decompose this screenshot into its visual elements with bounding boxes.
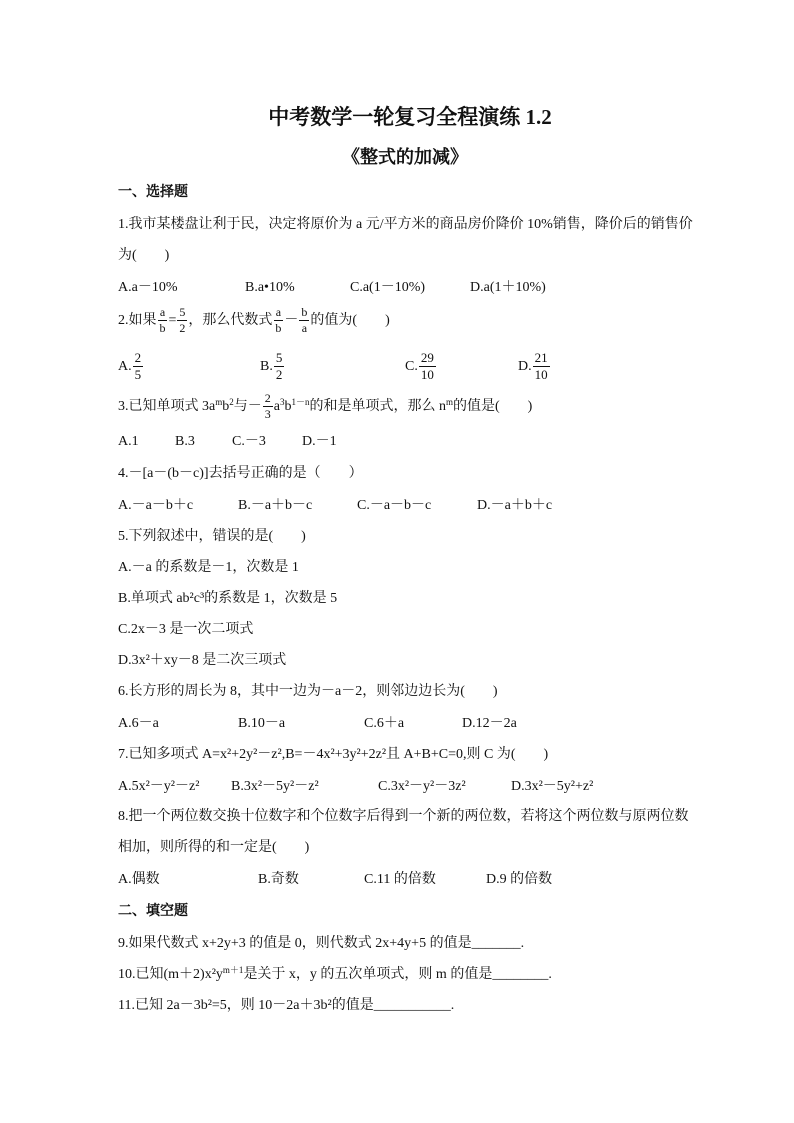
question-5-stem [118, 522, 698, 552]
denominator: b [159, 321, 166, 336]
equals-sign: = [168, 313, 177, 328]
option-a: A.5x²－y²－z² [118, 779, 200, 794]
minus-sign: － [284, 313, 299, 328]
fraction [533, 351, 550, 382]
question-2-stem [118, 301, 698, 341]
option-d: D.3x²－5y²+z² [511, 779, 594, 794]
stem-text: 的值为( ) [310, 313, 390, 328]
option-a: A.－a－b＋c [118, 498, 194, 513]
option-b: B.a•10% [245, 280, 295, 295]
option-label: C. [405, 359, 418, 374]
fraction [299, 306, 309, 335]
denominator: b [275, 321, 282, 336]
option-a: A.6－a [118, 716, 159, 731]
option-c [405, 347, 437, 387]
stem-text: 的和是单项式，那么 n [309, 399, 446, 414]
question-11-stem [118, 991, 698, 1021]
denominator: 2 [275, 367, 283, 383]
option-a: A.偶数 [118, 872, 160, 887]
numerator: a [159, 305, 166, 320]
question-4-stem [118, 459, 698, 489]
option-c: C.6＋a [364, 716, 405, 731]
section-heading-fill: 二、填空题 [118, 904, 188, 919]
option-d: D.a(1＋10%) [470, 280, 546, 295]
question-5-option-d: D.3x²＋xy－8 是二次三项式 [118, 653, 287, 668]
stem-text: 3.已知单项式 3a [118, 399, 216, 414]
denominator: 10 [420, 367, 434, 383]
stem-text: 2.如果 [118, 313, 157, 328]
option-label: B. [260, 359, 273, 374]
fraction [419, 351, 436, 382]
question-8-stem [118, 802, 698, 863]
fraction [274, 351, 285, 382]
question-7-stem [118, 740, 698, 770]
question-3-stem [118, 387, 698, 427]
stem-text: ，那么代数式 [188, 313, 273, 328]
page-subtitle: 《整式的加减》 [342, 147, 468, 167]
option-a: A.1 [118, 434, 139, 449]
numerator: 2 [264, 391, 271, 406]
stem-text: 8.把一个两位数交换十位数字和个位数字后得到一个新的两位数，若将这个两位数与原两位数相加，则所得的和一定是( ) [118, 809, 689, 855]
exponent: m＋1 [222, 965, 244, 975]
option-b: B.10－a [238, 716, 286, 731]
fraction [133, 351, 144, 382]
option-c: C.3x²－y²－3z² [378, 779, 466, 794]
page-title: 中考数学一轮复习全程演练 1.2 [268, 105, 552, 129]
question-9-stem [118, 929, 698, 959]
option-d: D.9 的倍数 [486, 872, 553, 887]
question-5-option-b: B.单项式 ab²c³的系数是 1，次数是 5 [118, 591, 338, 606]
question-10-stem [118, 960, 698, 990]
fraction [158, 306, 168, 335]
question-8-options [118, 865, 698, 895]
numerator: b [301, 305, 308, 320]
option-b: B.－a＋b－c [238, 498, 313, 513]
stem-text: 11.已知 2a－3b²=5，则 10－2a＋3b²的值是___________. [118, 998, 455, 1013]
option-b: B.3 [175, 434, 195, 449]
stem-text: 是关于 x，y 的五次单项式，则 m 的值是________. [243, 967, 552, 982]
exponent: m [445, 397, 453, 407]
fraction [273, 306, 283, 335]
option-c: C.11 的倍数 [364, 872, 436, 887]
exponent: m [215, 397, 223, 407]
option-a: A.a－10% [118, 280, 178, 295]
question-4-options [118, 491, 698, 521]
denominator: 5 [134, 367, 142, 383]
option-b [260, 347, 285, 387]
exponent: 1－n [291, 397, 310, 407]
stem-text: b [284, 399, 292, 414]
stem-text: 与－ [233, 399, 262, 414]
fraction [263, 392, 273, 421]
exponent: 2 [229, 397, 234, 407]
option-c: C.－a－b－c [357, 498, 432, 513]
stem-text: 7.已知多项式 A=x²+2y²－z²,B=－4x²+3y²+2z²且 A+B+C=0,则 C 为( ) [118, 747, 549, 762]
stem-text: 的值是( ) [452, 399, 533, 414]
denominator: 10 [534, 367, 548, 383]
numerator: 21 [534, 350, 548, 366]
fraction [177, 306, 187, 335]
question-7-options [118, 772, 698, 802]
option-d: D.－a＋b＋c [477, 498, 553, 513]
denominator: 2 [179, 321, 186, 336]
option-d [518, 347, 551, 387]
exponent: 3 [279, 397, 285, 407]
option-label: A. [118, 359, 132, 374]
question-1-options [118, 273, 698, 303]
option-d: D.－1 [302, 434, 337, 449]
numerator: 29 [420, 350, 434, 366]
stem-text: 9.如果代数式 x+2y+3 的值是 0，则代数式 2x+4y+5 的值是_______. [118, 936, 525, 951]
question-6-stem [118, 677, 698, 707]
stem-text: b [222, 399, 230, 414]
option-b: B.3x²－5y²－z² [231, 779, 319, 794]
question-1-stem [118, 210, 698, 271]
section-heading-choice: 一、选择题 [118, 185, 188, 200]
option-a [118, 347, 144, 387]
stem-text: 5.下列叙述中，错误的是( ) [118, 529, 306, 544]
stem-text: 6.长方形的周长为 8，其中一边为－a－2，则邻边边长为( ) [118, 684, 498, 699]
stem-text: a [273, 399, 280, 414]
option-label: D. [518, 359, 532, 374]
question-5-option-c: C.2x－3 是一次二项式 [118, 622, 254, 637]
option-b: B.奇数 [258, 872, 299, 887]
question-6-options [118, 709, 698, 739]
numerator: 5 [179, 305, 186, 320]
question-2-options [118, 347, 698, 387]
numerator: 2 [134, 350, 142, 366]
stem-text: 10.已知(m＋2)x²y [118, 967, 223, 982]
stem-text: 1.我市某楼盘让利于民，决定将原价为 a 元/平方米的商品房价降价 10%销售，降价后的销售价为( ) [118, 217, 693, 263]
denominator: a [301, 321, 308, 336]
question-5-option-a: A.－a 的系数是－1，次数是 1 [118, 560, 299, 575]
numerator: 5 [275, 350, 283, 366]
option-d: D.12－2a [462, 716, 517, 731]
stem-text: 4.－[a－(b－c)]去括号正确的是（ ） [118, 466, 363, 481]
option-c: C.a(1－10%) [350, 280, 426, 295]
option-c: C.－3 [232, 434, 266, 449]
denominator: 3 [264, 407, 271, 422]
numerator: a [275, 305, 282, 320]
question-3-options [118, 427, 698, 457]
